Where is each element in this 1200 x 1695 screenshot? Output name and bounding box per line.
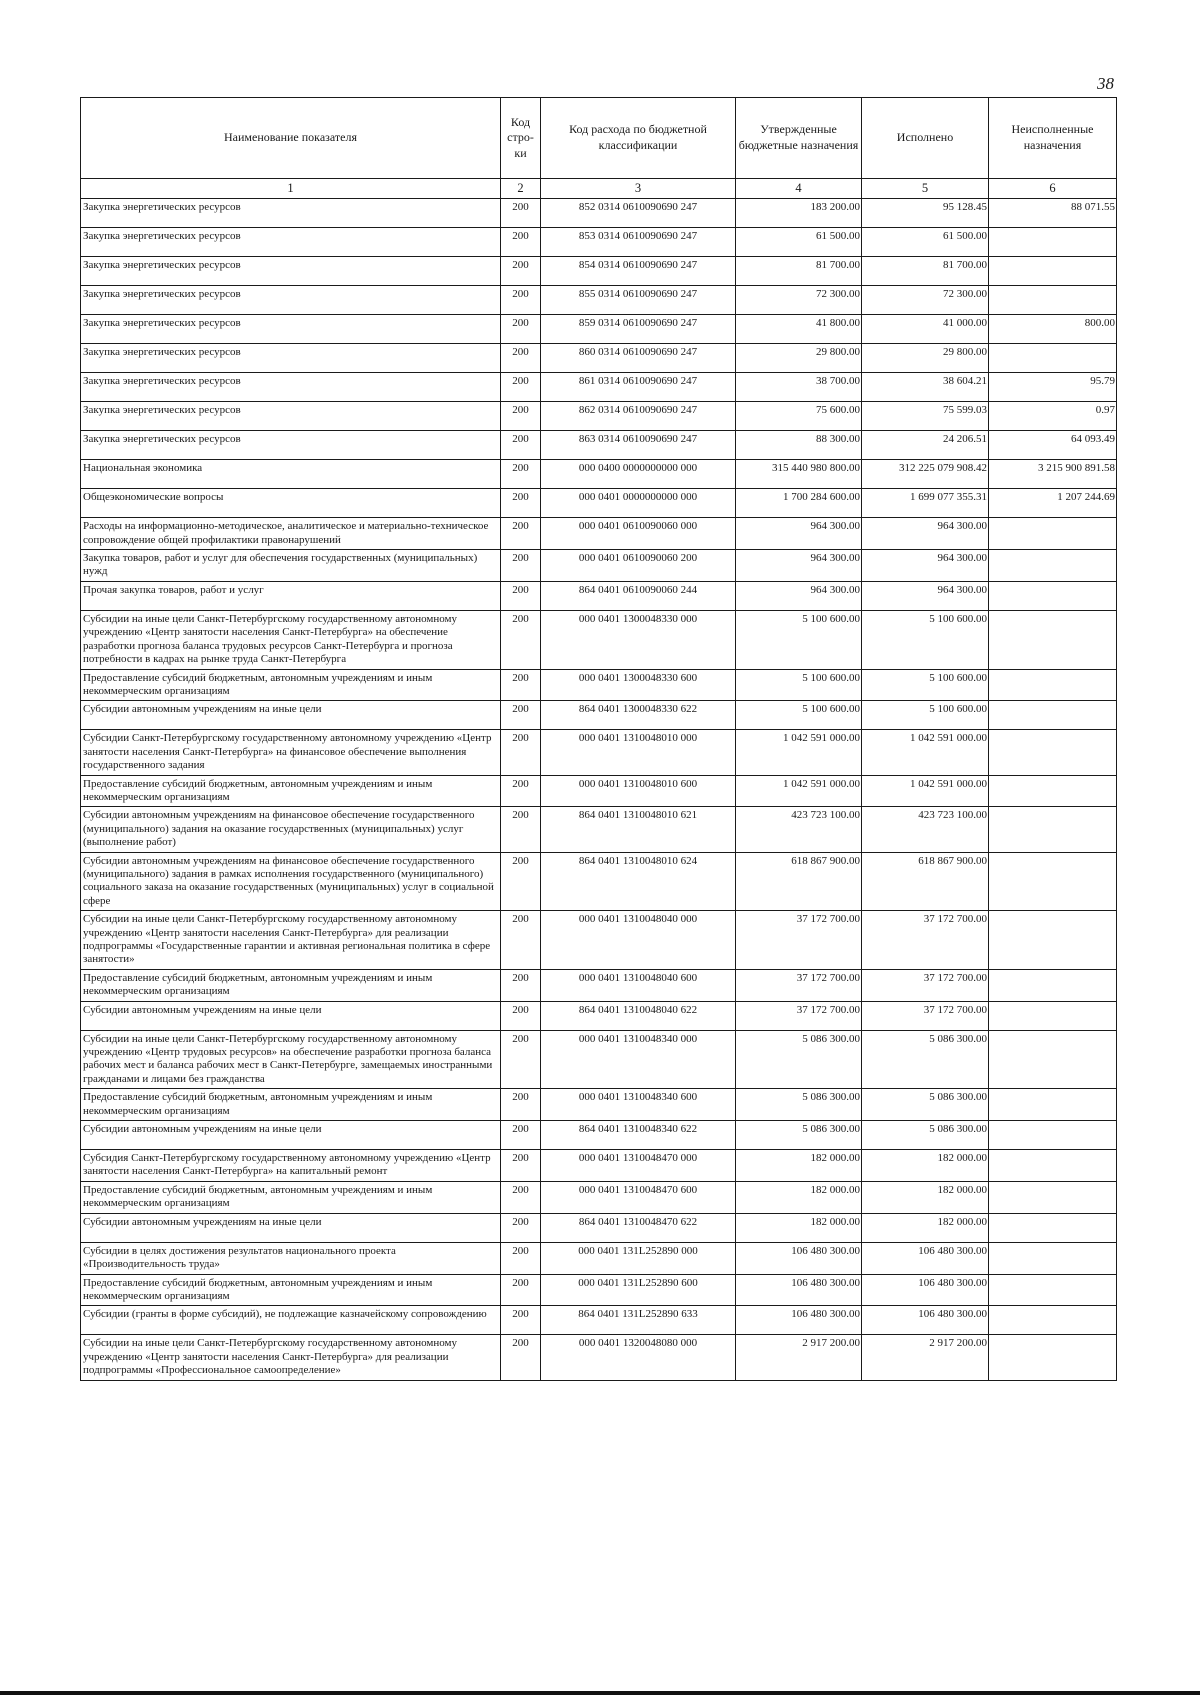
row-code: 200 xyxy=(501,1274,541,1306)
row-name: Закупка энергетических ресурсов xyxy=(81,431,501,460)
row-code: 200 xyxy=(501,1030,541,1089)
row-name: Закупка энергетических ресурсов xyxy=(81,344,501,373)
column-header-executed: Исполнено xyxy=(862,98,989,179)
row-approved: 29 800.00 xyxy=(736,344,862,373)
column-header-unexecuted: Неисполненные назначения xyxy=(989,98,1117,179)
row-executed: 29 800.00 xyxy=(862,344,989,373)
row-code: 200 xyxy=(501,344,541,373)
row-name: Предоставление субсидий бюджетным, автономным учреждениям и иным некоммерческим организациям xyxy=(81,669,501,701)
row-code: 200 xyxy=(501,852,541,911)
row-budget-code: 859 0314 0610090690 247 xyxy=(541,315,736,344)
row-approved: 1 042 591 000.00 xyxy=(736,730,862,775)
row-budget-code: 000 0401 0000000000 000 xyxy=(541,489,736,518)
table-row xyxy=(81,969,1117,1001)
row-budget-code: 000 0400 0000000000 000 xyxy=(541,460,736,489)
table-row xyxy=(81,199,1117,228)
row-unexecuted xyxy=(989,911,1117,970)
row-executed: 5 086 300.00 xyxy=(862,1089,989,1121)
table-row xyxy=(81,1335,1117,1380)
row-budget-code: 000 0401 1310048040 000 xyxy=(541,911,736,970)
table-row xyxy=(81,911,1117,970)
row-budget-code: 864 0401 1310048010 621 xyxy=(541,807,736,852)
row-approved: 315 440 980 800.00 xyxy=(736,460,862,489)
row-approved: 182 000.00 xyxy=(736,1181,862,1213)
row-code: 200 xyxy=(501,431,541,460)
row-budget-code: 000 0401 1310048010 000 xyxy=(541,730,736,775)
row-name: Субсидии на иные цели Санкт-Петербургскому государственному автономному учреждению «Центр занятости населения Санкт-Петербурга» для реализации подпрограммы «Профессиональное самоопределение» xyxy=(81,1335,501,1380)
row-code: 200 xyxy=(501,669,541,701)
table-row xyxy=(81,1150,1117,1182)
row-executed: 5 100 600.00 xyxy=(862,669,989,701)
table-row xyxy=(81,1030,1117,1089)
row-unexecuted xyxy=(989,852,1117,911)
row-code: 200 xyxy=(501,1089,541,1121)
row-budget-code: 000 0401 1300048330 000 xyxy=(541,610,736,669)
row-executed: 72 300.00 xyxy=(862,286,989,315)
row-code: 200 xyxy=(501,402,541,431)
row-code: 200 xyxy=(501,550,541,582)
table-row xyxy=(81,1274,1117,1306)
row-unexecuted xyxy=(989,518,1117,550)
row-executed: 37 172 700.00 xyxy=(862,1001,989,1030)
row-name: Субсидии автономным учреждениям на иные цели xyxy=(81,1213,501,1242)
row-unexecuted xyxy=(989,550,1117,582)
row-code: 200 xyxy=(501,315,541,344)
row-name: Субсидии в целях достижения результатов национального проекта «Производительность труда» xyxy=(81,1242,501,1274)
row-unexecuted: 3 215 900 891.58 xyxy=(989,460,1117,489)
row-name: Национальная экономика xyxy=(81,460,501,489)
row-budget-code: 000 0401 0610090060 000 xyxy=(541,518,736,550)
row-code: 200 xyxy=(501,911,541,970)
row-unexecuted xyxy=(989,1089,1117,1121)
row-budget-code: 000 0401 131L252890 600 xyxy=(541,1274,736,1306)
table-body xyxy=(81,199,1117,1380)
row-code: 200 xyxy=(501,1181,541,1213)
row-executed: 75 599.03 xyxy=(862,402,989,431)
table-row xyxy=(81,431,1117,460)
row-code: 200 xyxy=(501,228,541,257)
row-code: 200 xyxy=(501,518,541,550)
row-code: 200 xyxy=(501,807,541,852)
row-unexecuted xyxy=(989,344,1117,373)
row-code: 200 xyxy=(501,1242,541,1274)
table-row xyxy=(81,807,1117,852)
row-budget-code: 864 0401 1310048340 622 xyxy=(541,1121,736,1150)
row-executed: 5 100 600.00 xyxy=(862,610,989,669)
row-name: Субсидии на иные цели Санкт-Петербургскому государственному автономному учреждению «Центр занятости населения Санкт-Петербурга» на обеспечение разработки прогноза баланса трудовых ресурсов Санкт-Петербурга и прогноза потребности в кадрах на рынке труда Санкт-Петербурга xyxy=(81,610,501,669)
table-row xyxy=(81,489,1117,518)
row-name: Закупка энергетических ресурсов xyxy=(81,199,501,228)
row-unexecuted xyxy=(989,701,1117,730)
page-number: 38 xyxy=(1097,74,1114,93)
table-row xyxy=(81,852,1117,911)
row-budget-code: 864 0401 131L252890 633 xyxy=(541,1306,736,1335)
row-executed: 1 042 591 000.00 xyxy=(862,775,989,807)
row-executed: 81 700.00 xyxy=(862,257,989,286)
row-name: Субсидии на иные цели Санкт-Петербургскому государственному автономному учреждению «Центр трудовых ресурсов» на обеспечение разработки прогноза баланса рабочих мест и баланса рабочих мест в Санкт-Петербурге, замещаемых иностранными гражданами и лицами без гражданства xyxy=(81,1030,501,1089)
row-unexecuted xyxy=(989,1181,1117,1213)
row-name: Субсидии Санкт-Петербургскому государственному автономному учреждению «Центр занятости населения Санкт-Петербурга» на финансовое обеспечение выполнения государственного задания xyxy=(81,730,501,775)
table-row xyxy=(81,315,1117,344)
row-code: 200 xyxy=(501,581,541,610)
row-budget-code: 000 0401 1310048470 600 xyxy=(541,1181,736,1213)
table-row xyxy=(81,1001,1117,1030)
row-name: Субсидии автономным учреждениям на финансовое обеспечение государственного (муниципального) задания на оказание государственных (муниципальных) услуг (выполнение работ) xyxy=(81,807,501,852)
row-approved: 5 086 300.00 xyxy=(736,1089,862,1121)
table-row xyxy=(81,1242,1117,1274)
row-unexecuted xyxy=(989,581,1117,610)
table-row xyxy=(81,1121,1117,1150)
row-budget-code: 000 0401 1310048010 600 xyxy=(541,775,736,807)
row-executed: 1 699 077 355.31 xyxy=(862,489,989,518)
row-approved: 964 300.00 xyxy=(736,518,862,550)
row-name: Закупка товаров, работ и услуг для обеспечения государственных (муниципальных) нужд xyxy=(81,550,501,582)
row-budget-code: 000 0401 1310048040 600 xyxy=(541,969,736,1001)
row-name: Предоставление субсидий бюджетным, автономным учреждениям и иным некоммерческим организациям xyxy=(81,775,501,807)
row-name: Закупка энергетических ресурсов xyxy=(81,257,501,286)
row-approved: 2 917 200.00 xyxy=(736,1335,862,1380)
row-name: Субсидия Санкт-Петербургскому государственному автономному учреждению «Центр занятости населения Санкт-Петербурга» на капитальный ремонт xyxy=(81,1150,501,1182)
row-executed: 1 042 591 000.00 xyxy=(862,730,989,775)
row-approved: 5 086 300.00 xyxy=(736,1030,862,1089)
row-executed: 38 604.21 xyxy=(862,373,989,402)
row-code: 200 xyxy=(501,775,541,807)
row-budget-code: 854 0314 0610090690 247 xyxy=(541,257,736,286)
row-executed: 5 100 600.00 xyxy=(862,701,989,730)
scan-bottom-edge xyxy=(0,1691,1200,1695)
row-unexecuted xyxy=(989,610,1117,669)
row-name: Закупка энергетических ресурсов xyxy=(81,402,501,431)
row-executed: 106 480 300.00 xyxy=(862,1242,989,1274)
row-unexecuted xyxy=(989,775,1117,807)
row-executed: 964 300.00 xyxy=(862,518,989,550)
row-code: 200 xyxy=(501,286,541,315)
row-budget-code: 860 0314 0610090690 247 xyxy=(541,344,736,373)
row-budget-code: 864 0401 0610090060 244 xyxy=(541,581,736,610)
row-name: Субсидии на иные цели Санкт-Петербургскому государственному автономному учреждению «Центр занятости населения Санкт-Петербурга» для реализации подпрограммы «Государственные гарантии и активная региональная политика в сфере занятости» xyxy=(81,911,501,970)
row-name: Субсидии автономным учреждениям на иные цели xyxy=(81,1121,501,1150)
row-unexecuted: 1 207 244.69 xyxy=(989,489,1117,518)
row-unexecuted: 95.79 xyxy=(989,373,1117,402)
row-name: Общеэкономические вопросы xyxy=(81,489,501,518)
row-name: Субсидии (гранты в форме субсидий), не подлежащие казначейскому сопровождению xyxy=(81,1306,501,1335)
row-approved: 37 172 700.00 xyxy=(736,969,862,1001)
row-unexecuted: 800.00 xyxy=(989,315,1117,344)
row-code: 200 xyxy=(501,460,541,489)
row-code: 200 xyxy=(501,1306,541,1335)
table-row xyxy=(81,610,1117,669)
row-code: 200 xyxy=(501,730,541,775)
table-row xyxy=(81,701,1117,730)
row-executed: 618 867 900.00 xyxy=(862,852,989,911)
row-code: 200 xyxy=(501,1150,541,1182)
row-executed: 423 723 100.00 xyxy=(862,807,989,852)
row-approved: 106 480 300.00 xyxy=(736,1242,862,1274)
row-executed: 5 086 300.00 xyxy=(862,1030,989,1089)
row-approved: 1 042 591 000.00 xyxy=(736,775,862,807)
row-executed: 182 000.00 xyxy=(862,1150,989,1182)
column-header-code: Код стро-ки xyxy=(501,98,541,179)
table-row xyxy=(81,460,1117,489)
row-approved: 38 700.00 xyxy=(736,373,862,402)
row-approved: 88 300.00 xyxy=(736,431,862,460)
row-approved: 182 000.00 xyxy=(736,1150,862,1182)
row-budget-code: 863 0314 0610090690 247 xyxy=(541,431,736,460)
row-executed: 106 480 300.00 xyxy=(862,1306,989,1335)
row-code: 200 xyxy=(501,373,541,402)
table-row xyxy=(81,228,1117,257)
row-approved: 5 100 600.00 xyxy=(736,610,862,669)
row-unexecuted xyxy=(989,669,1117,701)
row-approved: 5 086 300.00 xyxy=(736,1121,862,1150)
row-executed: 964 300.00 xyxy=(862,581,989,610)
row-approved: 75 600.00 xyxy=(736,402,862,431)
row-executed: 964 300.00 xyxy=(862,550,989,582)
row-approved: 37 172 700.00 xyxy=(736,911,862,970)
row-name: Субсидии автономным учреждениям на финансовое обеспечение государственного (муниципального) задания в рамках исполнения государственного (муниципального) социального заказа на оказание государственных (муниципальных) услуг в социальной сфере xyxy=(81,852,501,911)
table-row xyxy=(81,518,1117,550)
row-approved: 106 480 300.00 xyxy=(736,1274,862,1306)
row-budget-code: 862 0314 0610090690 247 xyxy=(541,402,736,431)
row-budget-code: 864 0401 1300048330 622 xyxy=(541,701,736,730)
row-executed: 41 000.00 xyxy=(862,315,989,344)
row-name: Субсидии автономным учреждениям на иные цели xyxy=(81,1001,501,1030)
row-budget-code: 000 0401 0610090060 200 xyxy=(541,550,736,582)
row-unexecuted xyxy=(989,969,1117,1001)
row-unexecuted xyxy=(989,1274,1117,1306)
row-approved: 72 300.00 xyxy=(736,286,862,315)
row-budget-code: 000 0401 131L252890 000 xyxy=(541,1242,736,1274)
table-row xyxy=(81,373,1117,402)
row-unexecuted xyxy=(989,1030,1117,1089)
row-budget-code: 864 0401 1310048010 624 xyxy=(541,852,736,911)
row-name: Прочая закупка товаров, работ и услуг xyxy=(81,581,501,610)
row-executed: 24 206.51 xyxy=(862,431,989,460)
row-approved: 41 800.00 xyxy=(736,315,862,344)
row-budget-code: 853 0314 0610090690 247 xyxy=(541,228,736,257)
row-unexecuted: 88 071.55 xyxy=(989,199,1117,228)
row-name: Закупка энергетических ресурсов xyxy=(81,228,501,257)
column-header-approved: Утвержденные бюджетные назначения xyxy=(736,98,862,179)
row-approved: 964 300.00 xyxy=(736,581,862,610)
table-row xyxy=(81,1306,1117,1335)
row-approved: 37 172 700.00 xyxy=(736,1001,862,1030)
row-approved: 5 100 600.00 xyxy=(736,669,862,701)
row-name: Субсидии автономным учреждениям на иные цели xyxy=(81,701,501,730)
row-name: Закупка энергетических ресурсов xyxy=(81,286,501,315)
row-code: 200 xyxy=(501,1121,541,1150)
row-budget-code: 855 0314 0610090690 247 xyxy=(541,286,736,315)
row-code: 200 xyxy=(501,489,541,518)
column-numbers-row xyxy=(81,179,1117,199)
row-approved: 106 480 300.00 xyxy=(736,1306,862,1335)
row-approved: 183 200.00 xyxy=(736,199,862,228)
row-budget-code: 000 0401 1320048080 000 xyxy=(541,1335,736,1380)
row-code: 200 xyxy=(501,199,541,228)
row-unexecuted xyxy=(989,1213,1117,1242)
row-executed: 182 000.00 xyxy=(862,1213,989,1242)
row-unexecuted xyxy=(989,1242,1117,1274)
table-row xyxy=(81,1089,1117,1121)
row-budget-code: 864 0401 1310048040 622 xyxy=(541,1001,736,1030)
row-unexecuted xyxy=(989,1001,1117,1030)
row-unexecuted xyxy=(989,807,1117,852)
row-budget-code: 864 0401 1310048470 622 xyxy=(541,1213,736,1242)
row-name: Закупка энергетических ресурсов xyxy=(81,315,501,344)
row-unexecuted: 64 093.49 xyxy=(989,431,1117,460)
row-code: 200 xyxy=(501,1213,541,1242)
row-unexecuted xyxy=(989,1121,1117,1150)
row-code: 200 xyxy=(501,1001,541,1030)
row-budget-code: 000 0401 1300048330 600 xyxy=(541,669,736,701)
row-name: Предоставление субсидий бюджетным, автономным учреждениям и иным некоммерческим организациям xyxy=(81,1181,501,1213)
row-unexecuted: 0.97 xyxy=(989,402,1117,431)
row-unexecuted xyxy=(989,228,1117,257)
column-number: 2 xyxy=(501,179,541,199)
row-executed: 182 000.00 xyxy=(862,1181,989,1213)
row-approved: 1 700 284 600.00 xyxy=(736,489,862,518)
row-executed: 312 225 079 908.42 xyxy=(862,460,989,489)
row-name: Предоставление субсидий бюджетным, автономным учреждениям и иным некоммерческим организациям xyxy=(81,1089,501,1121)
row-code: 200 xyxy=(501,1335,541,1380)
table-row xyxy=(81,775,1117,807)
row-unexecuted xyxy=(989,1335,1117,1380)
table-row xyxy=(81,344,1117,373)
row-approved: 618 867 900.00 xyxy=(736,852,862,911)
table-row xyxy=(81,1213,1117,1242)
row-approved: 964 300.00 xyxy=(736,550,862,582)
row-executed: 106 480 300.00 xyxy=(862,1274,989,1306)
row-executed: 37 172 700.00 xyxy=(862,969,989,1001)
table-row xyxy=(81,257,1117,286)
row-budget-code: 861 0314 0610090690 247 xyxy=(541,373,736,402)
row-unexecuted xyxy=(989,1150,1117,1182)
table-row xyxy=(81,581,1117,610)
column-header-budget-code: Код расхода по бюджетной классификации xyxy=(541,98,736,179)
row-approved: 423 723 100.00 xyxy=(736,807,862,852)
budget-execution-table xyxy=(80,97,1117,1381)
row-code: 200 xyxy=(501,969,541,1001)
table-row xyxy=(81,402,1117,431)
row-name: Закупка энергетических ресурсов xyxy=(81,373,501,402)
row-unexecuted xyxy=(989,257,1117,286)
column-header-name: Наименование показателя xyxy=(81,98,501,179)
row-approved: 182 000.00 xyxy=(736,1213,862,1242)
row-code: 200 xyxy=(501,701,541,730)
row-approved: 61 500.00 xyxy=(736,228,862,257)
row-executed: 37 172 700.00 xyxy=(862,911,989,970)
header-row xyxy=(81,98,1117,179)
column-number: 1 xyxy=(81,179,501,199)
row-budget-code: 000 0401 1310048470 000 xyxy=(541,1150,736,1182)
row-approved: 81 700.00 xyxy=(736,257,862,286)
column-number: 5 xyxy=(862,179,989,199)
row-budget-code: 852 0314 0610090690 247 xyxy=(541,199,736,228)
row-code: 200 xyxy=(501,610,541,669)
table-row xyxy=(81,550,1117,582)
row-unexecuted xyxy=(989,730,1117,775)
row-unexecuted xyxy=(989,286,1117,315)
table-row xyxy=(81,669,1117,701)
row-executed: 61 500.00 xyxy=(862,228,989,257)
column-number: 6 xyxy=(989,179,1117,199)
row-budget-code: 000 0401 1310048340 600 xyxy=(541,1089,736,1121)
column-number: 4 xyxy=(736,179,862,199)
row-code: 200 xyxy=(501,257,541,286)
table-row xyxy=(81,286,1117,315)
row-budget-code: 000 0401 1310048340 000 xyxy=(541,1030,736,1089)
column-number: 3 xyxy=(541,179,736,199)
row-name: Предоставление субсидий бюджетным, автономным учреждениям и иным некоммерческим организациям xyxy=(81,1274,501,1306)
table-row xyxy=(81,1181,1117,1213)
row-executed: 2 917 200.00 xyxy=(862,1335,989,1380)
row-approved: 5 100 600.00 xyxy=(736,701,862,730)
row-unexecuted xyxy=(989,1306,1117,1335)
table-row xyxy=(81,730,1117,775)
row-executed: 95 128.45 xyxy=(862,199,989,228)
row-name: Предоставление субсидий бюджетным, автономным учреждениям и иным некоммерческим организациям xyxy=(81,969,501,1001)
row-executed: 5 086 300.00 xyxy=(862,1121,989,1150)
row-name: Расходы на информационно-методическое, аналитическое и материально-техническое сопровождение общей профилактики правонарушений xyxy=(81,518,501,550)
